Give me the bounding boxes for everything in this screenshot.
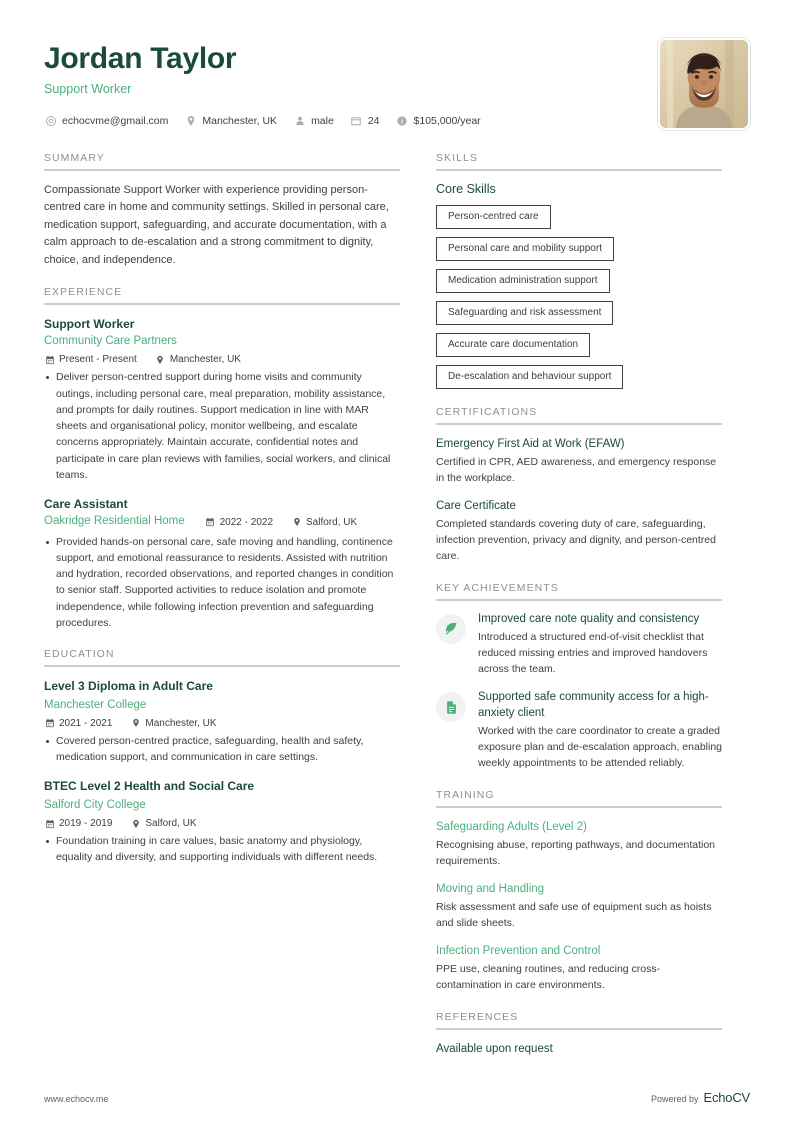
section-divider (44, 169, 400, 171)
certification-name: Emergency First Aid at Work (EFAW) (436, 438, 625, 450)
education-entry (44, 678, 400, 765)
contact-age (350, 115, 380, 128)
calendar-icon (44, 718, 55, 729)
section-divider (436, 423, 722, 425)
section-divider (436, 599, 722, 601)
achievement-item (436, 612, 722, 678)
section-title-skills: SKILLS (436, 152, 478, 164)
training-name: Moving and Handling (436, 882, 545, 895)
experience-meta (44, 354, 400, 365)
person-icon (293, 115, 306, 128)
calendar-icon (205, 517, 216, 528)
training-item (436, 819, 722, 870)
education-degree: Level 3 Diploma in Adult Care (44, 679, 213, 694)
achievement-title: Improved care note quality and consistency (478, 612, 700, 625)
experience-dates-value: Present - Present (59, 354, 137, 366)
skills-chip-list (436, 205, 722, 389)
experience-organization: Community Care Partners (44, 335, 177, 348)
certification-description: Completed standards covering duty of care, safeguarding, infection prevention, privacy and dignity, and person-centred care. (436, 518, 716, 562)
section-title-key-achievements: KEY ACHIEVEMENTS (436, 581, 559, 594)
achievement-body (478, 612, 722, 678)
map-pin-icon (291, 517, 302, 528)
experience-location (155, 354, 241, 365)
section-experience (44, 286, 400, 631)
list-item: Deliver person-centred support during home visits and community outings, including personal care, meal preparation, mobility assistance, and prompts for daily routines. Support medication in line with MAR sheets and organisational policy, monitor wellbeing, and escalate concerns appropriately. Maintain accurate, confidential notes and participate in care plan reviews with families, social workers, and clinical teams. (44, 369, 400, 483)
contact-location (184, 115, 277, 128)
education-degree: BTEC Level 2 Health and Social Care (44, 779, 255, 794)
section-title-summary: SUMMARY (44, 152, 105, 164)
education-location-value: Manchester, UK (145, 717, 217, 729)
education-meta (44, 818, 400, 829)
section-title-education: EDUCATION (44, 648, 115, 661)
education-meta (44, 718, 400, 729)
at-sign-icon (44, 115, 57, 128)
avatar (658, 38, 750, 130)
experience-role: Care Assistant (44, 497, 128, 512)
section-title-training: TRAINING (436, 788, 495, 801)
calendar-icon (350, 115, 363, 128)
skills-group-label: Core Skills (436, 182, 496, 196)
list-item: Covered person-centred practice, safeguarding, health and safety, medication support, and communication in care settings. (44, 733, 400, 766)
footer-powered-label: Powered by (650, 1094, 699, 1104)
section-divider (436, 169, 722, 171)
experience-entry (44, 316, 400, 483)
skill-chip: Accurate care documentation (436, 333, 590, 357)
map-pin-icon (130, 718, 141, 729)
achievement-item (436, 690, 722, 772)
calendar-icon (44, 818, 55, 829)
footer-brand-name: EchoCV (703, 1090, 750, 1105)
experience-entry (44, 496, 400, 631)
summary-text: Compassionate Support Worker with experience providing person-centred care in home and community settings. Skilled in personal care, medication support, safeguarding, and accurate documentation, with a calm approach to de-escalation and a strong commitment to dignity, choice, and independence. (44, 184, 389, 266)
achievement-badge (436, 614, 466, 644)
achievement-description: Introduced a structured end-of-visit checklist that reduced missing entries and improved handovers across the team. (478, 631, 708, 676)
education-location-value: Salford, UK (145, 818, 197, 830)
certification-item (436, 498, 722, 565)
experience-dates-value: 2022 - 2022 (219, 516, 274, 528)
contact-row (44, 115, 497, 128)
calendar-icon (44, 354, 55, 365)
achievement-title: Supported safe community access for a high-anxiety client (478, 691, 709, 719)
section-education (44, 648, 400, 865)
contact-salary-value: $105,000/year (413, 115, 481, 127)
left-column (44, 152, 436, 883)
list-item: Foundation training in care values, basic anatomy and physiology, equality and diversity, and supporting individuals with different needs. (44, 833, 400, 866)
training-description: PPE use, cleaning routines, and reducing cross-contamination in care environments. (436, 962, 661, 991)
resume-body (44, 152, 750, 1074)
contact-email-value: echocvme@gmail.com (62, 115, 169, 127)
page-title: Jordan Taylor (44, 42, 237, 75)
map-pin-icon (184, 115, 197, 128)
education-school: Manchester College (44, 698, 147, 711)
achievement-badge (436, 692, 466, 722)
certification-name: Care Certificate (436, 500, 516, 512)
experience-organization: Oakridge Residential Home (44, 515, 185, 528)
education-location (130, 718, 216, 729)
experience-role: Support Worker (44, 316, 135, 331)
info-icon (396, 115, 409, 128)
education-school: Salford City College (44, 798, 146, 811)
section-divider (436, 806, 722, 808)
certification-description: Certified in CPR, AED awareness, and emergency response in the workplace. (436, 456, 717, 485)
footer-branding (651, 1090, 750, 1105)
training-description: Recognising abuse, reporting pathways, and documentation requirements. (436, 838, 716, 867)
education-dates-value: 2019 - 2019 (59, 818, 113, 830)
certification-item (436, 436, 722, 487)
skill-chip: Personal care and mobility support (436, 237, 614, 261)
achievement-description: Worked with the care coordinator to create a graded exposure plan and de-escalation approach, enabling weekly appointments to be attended reliably. (478, 725, 723, 769)
education-bullets (44, 733, 400, 766)
training-name: Infection Prevention and Control (436, 944, 601, 957)
skill-chip: Person-centred care (436, 205, 551, 229)
skill-chip: Safeguarding and risk assessment (436, 301, 613, 325)
experience-dates (205, 517, 273, 528)
experience-location-value: Manchester, UK (169, 354, 241, 366)
map-pin-icon (155, 354, 166, 365)
header-job-title: Support Worker (44, 81, 132, 96)
contact-age-value: 24 (367, 115, 380, 127)
file-document-icon (444, 700, 459, 715)
contact-location-value: Manchester, UK (202, 115, 278, 127)
education-dates (44, 718, 112, 729)
experience-dates (44, 354, 137, 365)
experience-bullets (44, 369, 400, 483)
training-item (436, 881, 722, 932)
education-dates-value: 2021 - 2021 (59, 717, 113, 729)
section-title-certifications: CERTIFICATIONS (436, 406, 538, 418)
profile-photo (660, 40, 748, 128)
experience-location (291, 517, 357, 528)
section-training (436, 789, 722, 994)
training-description: Risk assessment and safe use of equipment such as hoists and slide sheets. (436, 900, 712, 929)
header-identity (44, 38, 497, 128)
experience-location-value: Salford, UK (306, 516, 358, 528)
section-title-references: REFERENCES (436, 1010, 519, 1023)
section-references (436, 1011, 722, 1057)
achievement-body (478, 690, 722, 772)
contact-gender (293, 115, 334, 128)
resume-header (44, 38, 750, 130)
section-title-experience: EXPERIENCE (44, 285, 123, 298)
training-name: Safeguarding Adults (Level 2) (436, 820, 587, 833)
section-divider (44, 303, 400, 305)
section-divider (436, 1028, 722, 1030)
leaf-icon (444, 621, 459, 636)
contact-email (44, 115, 168, 128)
training-item (436, 943, 722, 994)
section-key-achievements (436, 582, 722, 772)
section-skills (436, 152, 722, 389)
list-item: Provided hands-on personal care, safe moving and handling, continence support, and emotional reassurance to residents. Assisted with nutrition and hydration, recorded observations, and reported changes in condition to senior staff. Supported activities to reduce isolation and promote independence, while following infection prevention and safeguarding procedures. (44, 534, 400, 632)
footer-url: www.echocv.me (44, 1094, 109, 1104)
map-pin-icon (130, 818, 141, 829)
section-certifications (436, 406, 722, 565)
contact-gender-value: male (311, 115, 334, 127)
skill-chip: De-escalation and behaviour support (436, 365, 623, 389)
page-footer (44, 1090, 750, 1105)
contact-salary (396, 115, 481, 128)
education-bullets (44, 833, 400, 866)
education-entry (44, 778, 400, 865)
skill-chip: Medication administration support (436, 269, 610, 293)
experience-bullets (44, 534, 400, 632)
section-divider (44, 665, 400, 667)
experience-org-meta-row (44, 513, 400, 530)
education-dates (44, 818, 112, 829)
education-location (130, 818, 196, 829)
section-summary (44, 152, 400, 269)
right-column (436, 152, 722, 1074)
references-text: Available upon request (436, 1042, 553, 1055)
